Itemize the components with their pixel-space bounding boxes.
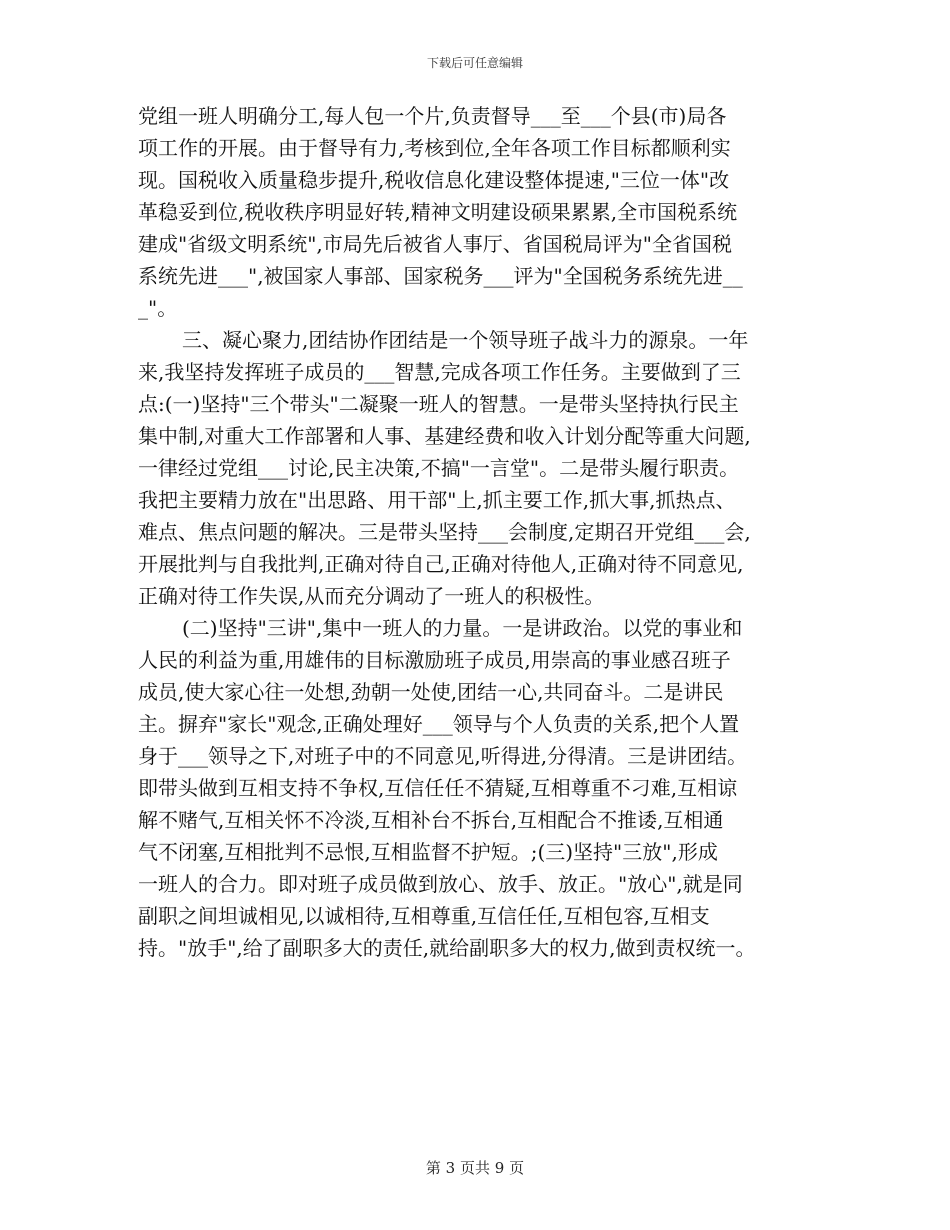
text-line: 副职之间坦诚相见,以诚相待,互相尊重,互信任任,互相包容,互相支 <box>138 904 710 928</box>
paragraph-start-line: (二)坚持"三讲",集中一班人的力量。一是讲政治。以党的事业和 <box>182 616 743 640</box>
text-line: 我把主要精力放在"出思路、用干部"上,抓主要工作,抓大事,抓热点、 <box>138 488 736 512</box>
text-line: 点:(一)坚持"三个带头"二凝聚一班人的智慧。一是带头坚持执行民主 <box>138 392 739 416</box>
document-body <box>138 100 818 964</box>
text-line: 即带头做到互相支持不争权,互信任任不猜疑,互相尊重不刁难,互相谅 <box>138 776 738 800</box>
text-line: 建成"省级文明系统",市局先后被省人事厅、省国税局评为"全省国税 <box>138 232 732 256</box>
text-line: 正确对待工作失误,从而充分调动了一班人的积极性。 <box>138 584 605 608</box>
text-line: 成员,使大家心往一处想,劲朝一处使,团结一心,共同奋斗。二是讲民 <box>138 680 724 704</box>
text-line: 持。"放手",给了副职多大的责任,就给副职多大的权力,做到责权统一。 <box>138 936 756 960</box>
text-line: 主。摒弃"家长"观念,正确处理好___领导与个人负责的关系,把个人置 <box>138 712 740 736</box>
text-line: 一班人的合力。即对班子成员做到放心、放手、放正。"放心",就是同 <box>138 872 743 896</box>
text-line: 身于___领导之下,对班子中的不同意见,听得进,分得清。三是讲团结。 <box>138 744 748 768</box>
text-line: 党组一班人明确分工,每人包一个片,负责督导___至___个县(市)局各 <box>138 104 727 128</box>
text-line: 开展批判与自我批判,正确对待自己,正确对待他人,正确对待不同意见, <box>138 552 744 576</box>
text-line: 革稳妥到位,税收秩序明显好转,精神文明建设硕果累累,全市国税系统 <box>138 200 738 224</box>
page-footer: 第 3 页共 9 页 <box>425 1159 525 1177</box>
text-line: 项工作的开展。由于督导有力,考核到位,全年各项工作目标都顺利实 <box>138 136 731 160</box>
text-line: 集中制,对重大工作部署和人事、基建经费和收入计划分配等重大问题, <box>138 424 751 448</box>
text-line: 解不赌气,互相关怀不冷淡,互相补台不拆台,互相配合不推诿,互相通 <box>138 808 724 832</box>
text-line: 系统先进___",被国家人事部、国家税务___评为"全国税务系统先进__ <box>138 264 743 288</box>
text-line: 气不闭塞,互相批判不忌恨,互相监督不护短。;(三)坚持"三放",形成 <box>138 840 718 864</box>
text-line: _"。 <box>138 296 178 320</box>
text-line: 一律经过党组___讨论,民主决策,不搞"一言堂"。二是带头履行职责。 <box>138 456 740 480</box>
paragraph-start-line: 三、凝心聚力,团结协作团结是一个领导班子战斗力的源泉。一年 <box>182 328 749 352</box>
page-header: 下载后可任意编辑 <box>426 56 523 70</box>
text-line: 难点、焦点问题的解决。三是带头坚持___会制度,定期召开党组___会, <box>138 520 751 544</box>
text-line: 来,我坚持发挥班子成员的___智慧,完成各项工作任务。主要做到了三 <box>138 360 741 384</box>
text-line: 人民的利益为重,用雄伟的目标激励班子成员,用崇高的事业感召班子 <box>138 648 731 672</box>
text-line: 现。国税收入质量稳步提升,税收信息化建设整体提速,"三位一体"改 <box>138 168 730 192</box>
